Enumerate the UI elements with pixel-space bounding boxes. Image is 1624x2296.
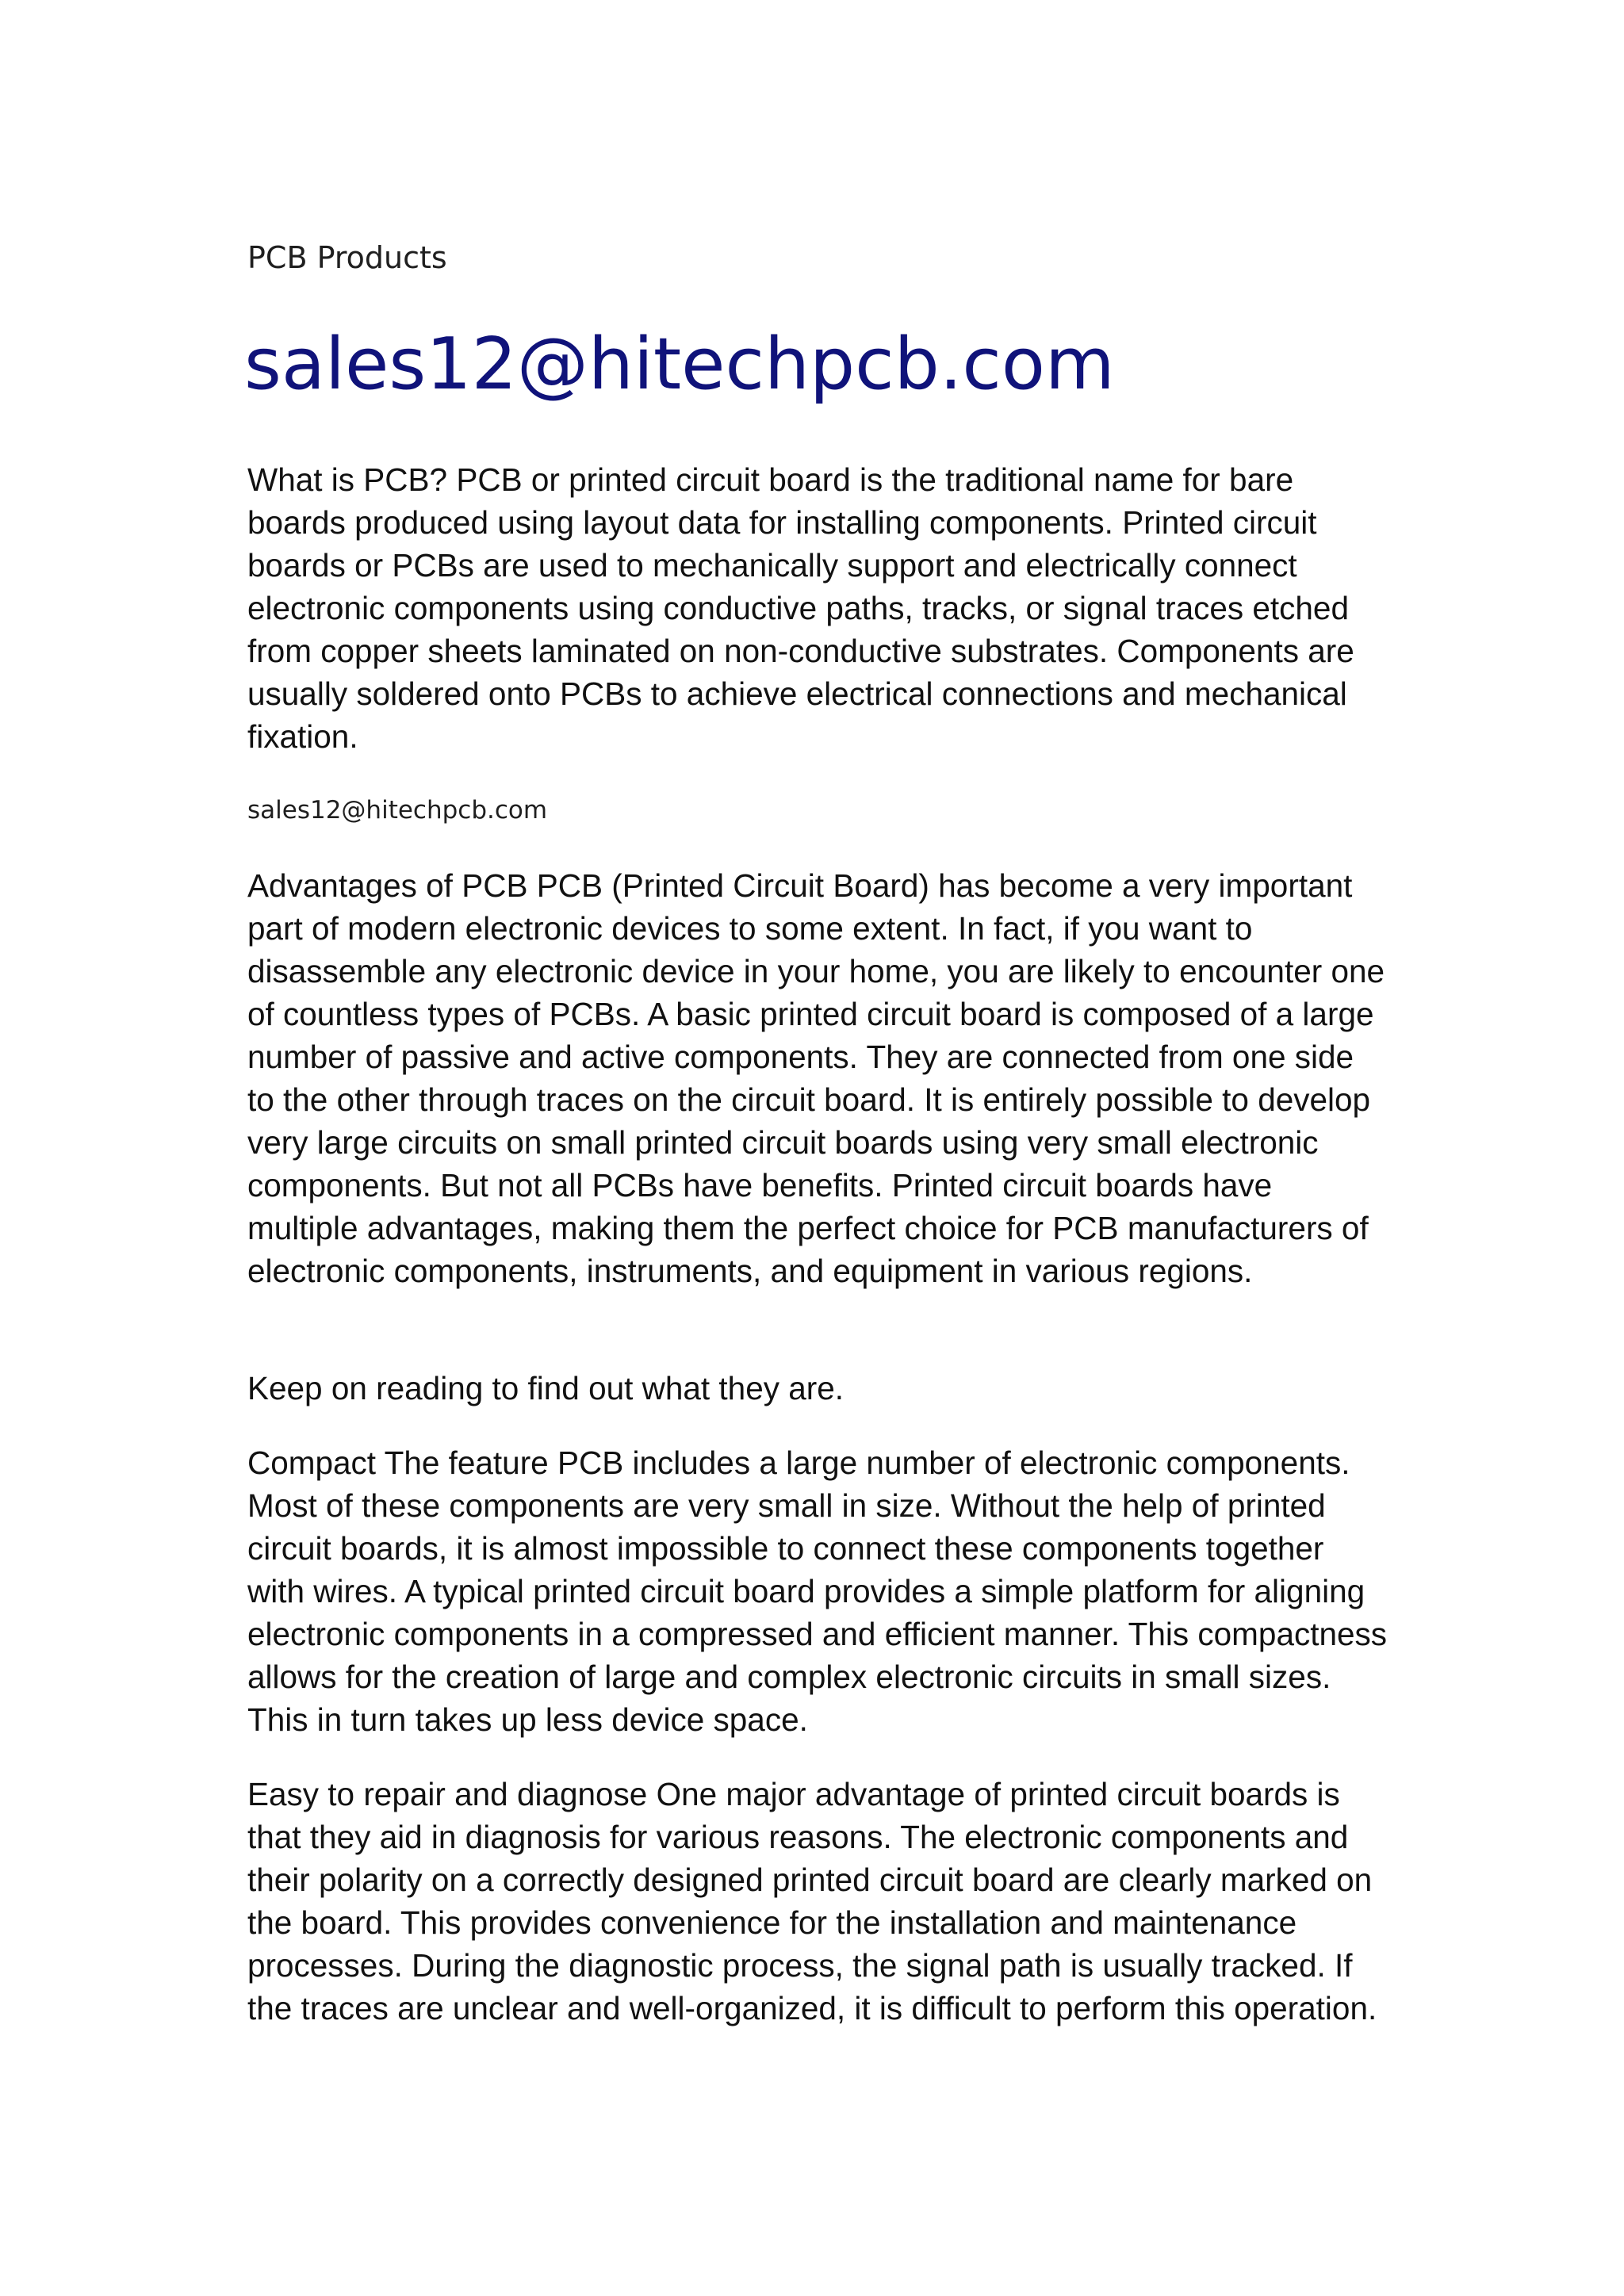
paragraph-compact: Compact The feature PCB includes a large number of electronic components. Most of these components are very small in size. Without the help of printed circuit boards, it is almost impossible to connect these components together with wires. A typical printed circuit board provides a simple platform for aligning electronic components in a compressed and efficient manner. This compactness allows for the creation of large and complex electronic circuits in small sizes. This in turn takes up less device space. [247, 1445, 1388, 1738]
document-headline: sales12@hitechpcb.com [244, 323, 1115, 406]
paragraph-keep-reading: Keep on reading to find out what they are. [247, 1370, 845, 1406]
paragraph-what-is-pcb: What is PCB? PCB or printed circuit board is the traditional name for bare boards produced using layout data for installing components. Printed circuit boards or PCBs are used to mechanically support and electrically connect electronic components using conductive paths, tracks, or signal traces etched from copper sheets laminated on non-conductive substrates. Components are usually soldered onto PCBs to achieve electrical connections and mechanical fixation. [247, 461, 1354, 755]
paragraph-repair-diagnose: Easy to repair and diagnose One major advantage of printed circuit boards is that they aid in diagnosis for various reasons. The electronic components and their polarity on a correctly designed printed circuit board are clearly marked on the board. This provides convenience for the installation and maintenance processes. During the diagnostic process, the signal path is usually tracked. If the traces are unclear and well-organized, it is difficult to perform this operation. [247, 1776, 1377, 2026]
paragraph-advantages: Advantages of PCB PCB (Printed Circuit Board) has become a very important part of modern electronic devices to some extent. In fact, if you want to disassemble any electronic device in your home, you are likely to encounter one of countless types of PCBs. A basic printed circuit board is composed of a large number of passive and active components. They are connected from one side to the other through traces on the circuit board. It is entirely possible to develop very large circuits on small printed circuit boards using very small electronic components. But not all PCBs have benefits. Printed circuit boards have multiple advantages, making them the perfect choice for PCB manufacturers of electronic components, instruments, and equipment in various regions. [247, 867, 1385, 1289]
contact-email-text: sales12@hitechpcb.com [247, 796, 548, 825]
document-kicker: PCB Products [247, 240, 447, 275]
